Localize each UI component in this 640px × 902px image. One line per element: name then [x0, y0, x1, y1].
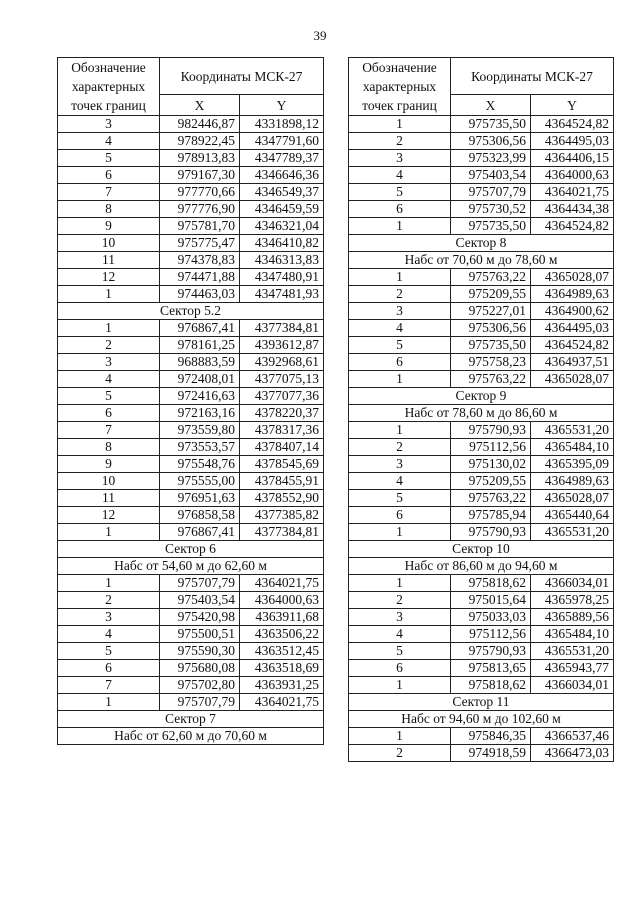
- coord-y: 4346410,82: [240, 235, 324, 252]
- table-row: [58, 609, 324, 626]
- point-number: 1: [58, 694, 160, 711]
- coord-x: 975403,54: [160, 592, 240, 609]
- section-row: [349, 541, 614, 558]
- table-row: [58, 150, 324, 167]
- table-row: [349, 133, 614, 150]
- coord-y: 4365440,64: [531, 507, 614, 524]
- table-row: [58, 592, 324, 609]
- table-row: [58, 405, 324, 422]
- coord-y: 4347480,91: [240, 269, 324, 286]
- coord-x: 975209,55: [451, 473, 531, 490]
- point-number: 1: [58, 286, 160, 303]
- coord-y: 4365484,10: [531, 439, 614, 456]
- point-number: 2: [349, 133, 451, 150]
- table-row: [58, 201, 324, 218]
- table-body-left: [58, 116, 324, 745]
- point-number: 7: [58, 677, 160, 694]
- point-number: 3: [58, 609, 160, 626]
- coord-x: 978922,45: [160, 133, 240, 150]
- coord-y: 4346459,59: [240, 201, 324, 218]
- coord-y: 4363931,25: [240, 677, 324, 694]
- table-row: [58, 354, 324, 371]
- table-body-right: [349, 116, 614, 762]
- section-row: [58, 541, 324, 558]
- point-number: 3: [349, 303, 451, 320]
- coord-y: 4364495,03: [531, 320, 614, 337]
- coord-x: 972416,63: [160, 388, 240, 405]
- point-number: 2: [349, 592, 451, 609]
- coord-y: 4365028,07: [531, 371, 614, 388]
- table-row: [349, 371, 614, 388]
- coord-y: 4392968,61: [240, 354, 324, 371]
- table-row: [349, 303, 614, 320]
- point-number: 1: [349, 218, 451, 235]
- coord-y: 4364406,15: [531, 150, 614, 167]
- header-coords: Координаты МСК-27: [451, 58, 614, 95]
- coord-y: 4366034,01: [531, 677, 614, 694]
- section-heading: Набс от 70,60 м до 78,60 м: [349, 252, 614, 269]
- section-row: [349, 694, 614, 711]
- section-heading: Сектор 11: [349, 694, 614, 711]
- point-number: 10: [58, 473, 160, 490]
- point-number: 12: [58, 269, 160, 286]
- point-number: 9: [58, 218, 160, 235]
- section-heading: Набс от 78,60 м до 86,60 м: [349, 405, 614, 422]
- coord-y: 4364524,82: [531, 337, 614, 354]
- coord-y: 4365531,20: [531, 422, 614, 439]
- table-row: [58, 184, 324, 201]
- header-x: X: [451, 95, 531, 116]
- table-row: [349, 337, 614, 354]
- coord-y: 4364021,75: [531, 184, 614, 201]
- section-heading: Сектор 9: [349, 388, 614, 405]
- table-row: [58, 694, 324, 711]
- section-row: [58, 558, 324, 575]
- coord-y: 4366473,03: [531, 745, 614, 762]
- point-number: 8: [58, 201, 160, 218]
- coord-x: 975130,02: [451, 456, 531, 473]
- coord-x: 975781,70: [160, 218, 240, 235]
- table-row: [349, 184, 614, 201]
- point-number: 2: [349, 439, 451, 456]
- point-number: 1: [349, 422, 451, 439]
- coord-x: 975306,56: [451, 133, 531, 150]
- section-row: [349, 405, 614, 422]
- point-number: 4: [58, 626, 160, 643]
- table-row: [349, 660, 614, 677]
- table-row: [58, 422, 324, 439]
- coord-y: 4347789,37: [240, 150, 324, 167]
- coord-x: 975763,22: [451, 490, 531, 507]
- point-number: 6: [349, 354, 451, 371]
- coord-y: 4364989,63: [531, 473, 614, 490]
- point-number: 1: [349, 116, 451, 133]
- point-number: 1: [349, 575, 451, 592]
- coord-x: 975702,80: [160, 677, 240, 694]
- coord-y: 4365889,56: [531, 609, 614, 626]
- coord-y: 4346313,83: [240, 252, 324, 269]
- section-row: [349, 711, 614, 728]
- point-number: 2: [58, 592, 160, 609]
- table-row: [58, 507, 324, 524]
- table-row: [349, 422, 614, 439]
- coord-y: 4363911,68: [240, 609, 324, 626]
- point-number: 12: [58, 507, 160, 524]
- point-number: 4: [58, 371, 160, 388]
- point-number: 6: [349, 201, 451, 218]
- coord-x: 975033,03: [451, 609, 531, 626]
- coord-y: 4393612,87: [240, 337, 324, 354]
- table-row: [349, 218, 614, 235]
- coord-y: 4366034,01: [531, 575, 614, 592]
- coord-x: 975813,65: [451, 660, 531, 677]
- table-row: [349, 473, 614, 490]
- coord-x: 975209,55: [451, 286, 531, 303]
- point-number: 10: [58, 235, 160, 252]
- coord-x: 978161,25: [160, 337, 240, 354]
- coord-x: 974471,88: [160, 269, 240, 286]
- coord-x: 975735,50: [451, 116, 531, 133]
- point-number: 1: [349, 728, 451, 745]
- point-number: 7: [58, 422, 160, 439]
- point-number: 1: [58, 575, 160, 592]
- coord-x: 972408,01: [160, 371, 240, 388]
- coord-y: 4366537,46: [531, 728, 614, 745]
- table-row: [349, 439, 614, 456]
- coord-y: 4378545,69: [240, 456, 324, 473]
- table-row: [58, 218, 324, 235]
- coord-y: 4364021,75: [240, 694, 324, 711]
- table-row: [58, 320, 324, 337]
- coord-y: 4364524,82: [531, 116, 614, 133]
- section-row: [349, 235, 614, 252]
- coord-x: 973553,57: [160, 439, 240, 456]
- point-number: 4: [349, 473, 451, 490]
- coord-x: 975730,52: [451, 201, 531, 218]
- coord-y: 4346646,36: [240, 167, 324, 184]
- point-number: 4: [349, 167, 451, 184]
- coord-y: 4378552,90: [240, 490, 324, 507]
- point-number: 9: [58, 456, 160, 473]
- point-number: 3: [58, 116, 160, 133]
- coord-x: 975555,00: [160, 473, 240, 490]
- table-row: [349, 626, 614, 643]
- point-number: 6: [349, 507, 451, 524]
- coord-y: 4378407,14: [240, 439, 324, 456]
- coord-y: 4365395,09: [531, 456, 614, 473]
- coord-y: 4364495,03: [531, 133, 614, 150]
- table-row: [58, 167, 324, 184]
- header-label: Обозначение характерных точек границ: [349, 58, 451, 116]
- coord-y: 4363512,45: [240, 643, 324, 660]
- point-number: 5: [58, 643, 160, 660]
- table-row: [58, 439, 324, 456]
- table-row: [349, 745, 614, 762]
- coord-x: 975846,35: [451, 728, 531, 745]
- coord-x: 976858,58: [160, 507, 240, 524]
- point-number: 3: [349, 456, 451, 473]
- table-row: [58, 116, 324, 133]
- coord-x: 975790,93: [451, 643, 531, 660]
- coord-x: 977776,90: [160, 201, 240, 218]
- table-row: [349, 575, 614, 592]
- table-row: [58, 575, 324, 592]
- coord-x: 975790,93: [451, 524, 531, 541]
- point-number: 7: [58, 184, 160, 201]
- section-heading: Сектор 6: [58, 541, 324, 558]
- coord-x: 982446,87: [160, 116, 240, 133]
- section-heading: Сектор 7: [58, 711, 324, 728]
- coord-y: 4331898,12: [240, 116, 324, 133]
- coord-y: 4364434,38: [531, 201, 614, 218]
- point-number: 1: [349, 677, 451, 694]
- table-row: [58, 524, 324, 541]
- point-number: 1: [349, 524, 451, 541]
- point-number: 5: [349, 184, 451, 201]
- coord-x: 975323,99: [451, 150, 531, 167]
- header-label: Обозначение характерных точек границ: [58, 58, 160, 116]
- coord-y: 4378455,91: [240, 473, 324, 490]
- coord-y: 4378220,37: [240, 405, 324, 422]
- coord-x: 975758,23: [451, 354, 531, 371]
- section-row: [349, 388, 614, 405]
- coord-x: 975306,56: [451, 320, 531, 337]
- coord-x: 975707,79: [451, 184, 531, 201]
- coord-x: 975403,54: [451, 167, 531, 184]
- table-row: [349, 116, 614, 133]
- coord-x: 975112,56: [451, 439, 531, 456]
- coord-y: 4364021,75: [240, 575, 324, 592]
- coord-y: 4365943,77: [531, 660, 614, 677]
- point-number: 1: [349, 371, 451, 388]
- coord-x: 975707,79: [160, 694, 240, 711]
- section-row: [349, 558, 614, 575]
- section-heading: Сектор 5.2: [58, 303, 324, 320]
- point-number: 6: [58, 405, 160, 422]
- coord-x: 972163,16: [160, 405, 240, 422]
- section-heading: Набс от 62,60 м до 70,60 м: [58, 728, 324, 745]
- coord-x: 976867,41: [160, 524, 240, 541]
- coord-y: 4365028,07: [531, 490, 614, 507]
- point-number: 8: [58, 439, 160, 456]
- coord-x: 975015,64: [451, 592, 531, 609]
- table-row: [58, 388, 324, 405]
- coord-y: 4377077,36: [240, 388, 324, 405]
- coord-y: 4364900,62: [531, 303, 614, 320]
- coord-x: 975735,50: [451, 218, 531, 235]
- point-number: 2: [349, 286, 451, 303]
- header-y: Y: [240, 95, 324, 116]
- coord-y: 4346321,04: [240, 218, 324, 235]
- table-row: [349, 609, 614, 626]
- point-number: 4: [349, 320, 451, 337]
- coordinates-table-left: [57, 57, 324, 745]
- section-heading: Набс от 94,60 м до 102,60 м: [349, 711, 614, 728]
- coord-y: 4347481,93: [240, 286, 324, 303]
- section-row: [58, 711, 324, 728]
- coord-y: 4377385,82: [240, 507, 324, 524]
- coord-x: 975735,50: [451, 337, 531, 354]
- coord-y: 4363518,69: [240, 660, 324, 677]
- coord-x: 974918,59: [451, 745, 531, 762]
- coord-y: 4364937,51: [531, 354, 614, 371]
- table-row: [58, 490, 324, 507]
- table-row: [349, 320, 614, 337]
- coord-x: 975500,51: [160, 626, 240, 643]
- point-number: 2: [349, 745, 451, 762]
- coord-x: 975548,76: [160, 456, 240, 473]
- table-row: [349, 592, 614, 609]
- table-row: [58, 677, 324, 694]
- page-number: 39: [313, 28, 327, 43]
- section-row: [58, 303, 324, 320]
- section-row: [349, 252, 614, 269]
- header-x: X: [160, 95, 240, 116]
- coord-y: 4363506,22: [240, 626, 324, 643]
- coord-y: 4364000,63: [531, 167, 614, 184]
- coord-x: 974463,03: [160, 286, 240, 303]
- coord-x: 979167,30: [160, 167, 240, 184]
- point-number: 3: [349, 609, 451, 626]
- point-number: 11: [58, 490, 160, 507]
- coord-y: 4365028,07: [531, 269, 614, 286]
- table-row: [58, 626, 324, 643]
- table-row: [58, 473, 324, 490]
- coord-x: 976867,41: [160, 320, 240, 337]
- section-row: [58, 728, 324, 745]
- table-row: [58, 235, 324, 252]
- coord-x: 977770,66: [160, 184, 240, 201]
- point-number: 4: [58, 133, 160, 150]
- coord-y: 4377075,13: [240, 371, 324, 388]
- coord-x: 968883,59: [160, 354, 240, 371]
- table-row: [349, 728, 614, 745]
- point-number: 2: [58, 337, 160, 354]
- table-row: [349, 269, 614, 286]
- table-row: [349, 677, 614, 694]
- point-number: 11: [58, 252, 160, 269]
- coord-y: 4365484,10: [531, 626, 614, 643]
- point-number: 4: [349, 626, 451, 643]
- point-number: 5: [58, 388, 160, 405]
- table-row: [58, 337, 324, 354]
- table-row: [349, 150, 614, 167]
- table-row: [58, 643, 324, 660]
- coord-y: 4347791,60: [240, 133, 324, 150]
- coord-x: 975790,93: [451, 422, 531, 439]
- coord-x: 975775,47: [160, 235, 240, 252]
- section-heading: Набс от 54,60 м до 62,60 м: [58, 558, 324, 575]
- point-number: 5: [349, 643, 451, 660]
- section-heading: Набс от 86,60 м до 94,60 м: [349, 558, 614, 575]
- coord-y: 4346549,37: [240, 184, 324, 201]
- coord-x: 975227,01: [451, 303, 531, 320]
- point-number: 6: [58, 660, 160, 677]
- table-row: [58, 133, 324, 150]
- point-number: 6: [58, 167, 160, 184]
- coord-y: 4365978,25: [531, 592, 614, 609]
- coord-x: 975818,62: [451, 575, 531, 592]
- table-row: [58, 286, 324, 303]
- table-row: [349, 167, 614, 184]
- coord-x: 975707,79: [160, 575, 240, 592]
- point-number: 1: [349, 269, 451, 286]
- point-number: 6: [349, 660, 451, 677]
- coord-y: 4364524,82: [531, 218, 614, 235]
- table-row: [58, 269, 324, 286]
- table-row: [349, 643, 614, 660]
- coord-y: 4365531,20: [531, 643, 614, 660]
- coord-x: 974378,83: [160, 252, 240, 269]
- coord-x: 978913,83: [160, 150, 240, 167]
- coord-x: 975112,56: [451, 626, 531, 643]
- table-row: [349, 286, 614, 303]
- coord-y: 4365531,20: [531, 524, 614, 541]
- coord-x: 975763,22: [451, 269, 531, 286]
- header-coords: Координаты МСК-27: [160, 58, 324, 95]
- coord-y: 4377384,81: [240, 320, 324, 337]
- coord-y: 4377384,81: [240, 524, 324, 541]
- coordinates-table-right: [348, 57, 614, 762]
- table-row: [58, 371, 324, 388]
- table-row: [58, 252, 324, 269]
- coord-x: 975680,08: [160, 660, 240, 677]
- coord-x: 975818,62: [451, 677, 531, 694]
- point-number: 3: [349, 150, 451, 167]
- coord-x: 975590,30: [160, 643, 240, 660]
- point-number: 5: [58, 150, 160, 167]
- point-number: 1: [58, 524, 160, 541]
- table-row: [349, 507, 614, 524]
- section-heading: Сектор 8: [349, 235, 614, 252]
- coord-x: 975763,22: [451, 371, 531, 388]
- coord-x: 976951,63: [160, 490, 240, 507]
- table-row: [349, 524, 614, 541]
- coord-x: 973559,80: [160, 422, 240, 439]
- table-row: [349, 354, 614, 371]
- section-heading: Сектор 10: [349, 541, 614, 558]
- coord-x: 975785,94: [451, 507, 531, 524]
- table-row: [349, 201, 614, 218]
- coord-x: 975420,98: [160, 609, 240, 626]
- table-row: [349, 456, 614, 473]
- point-number: 1: [58, 320, 160, 337]
- point-number: 5: [349, 490, 451, 507]
- table-row: [58, 660, 324, 677]
- point-number: 5: [349, 337, 451, 354]
- header-y: Y: [531, 95, 614, 116]
- point-number: 3: [58, 354, 160, 371]
- table-row: [58, 456, 324, 473]
- coord-y: 4364989,63: [531, 286, 614, 303]
- table-row: [349, 490, 614, 507]
- coord-y: 4364000,63: [240, 592, 324, 609]
- coord-y: 4378317,36: [240, 422, 324, 439]
